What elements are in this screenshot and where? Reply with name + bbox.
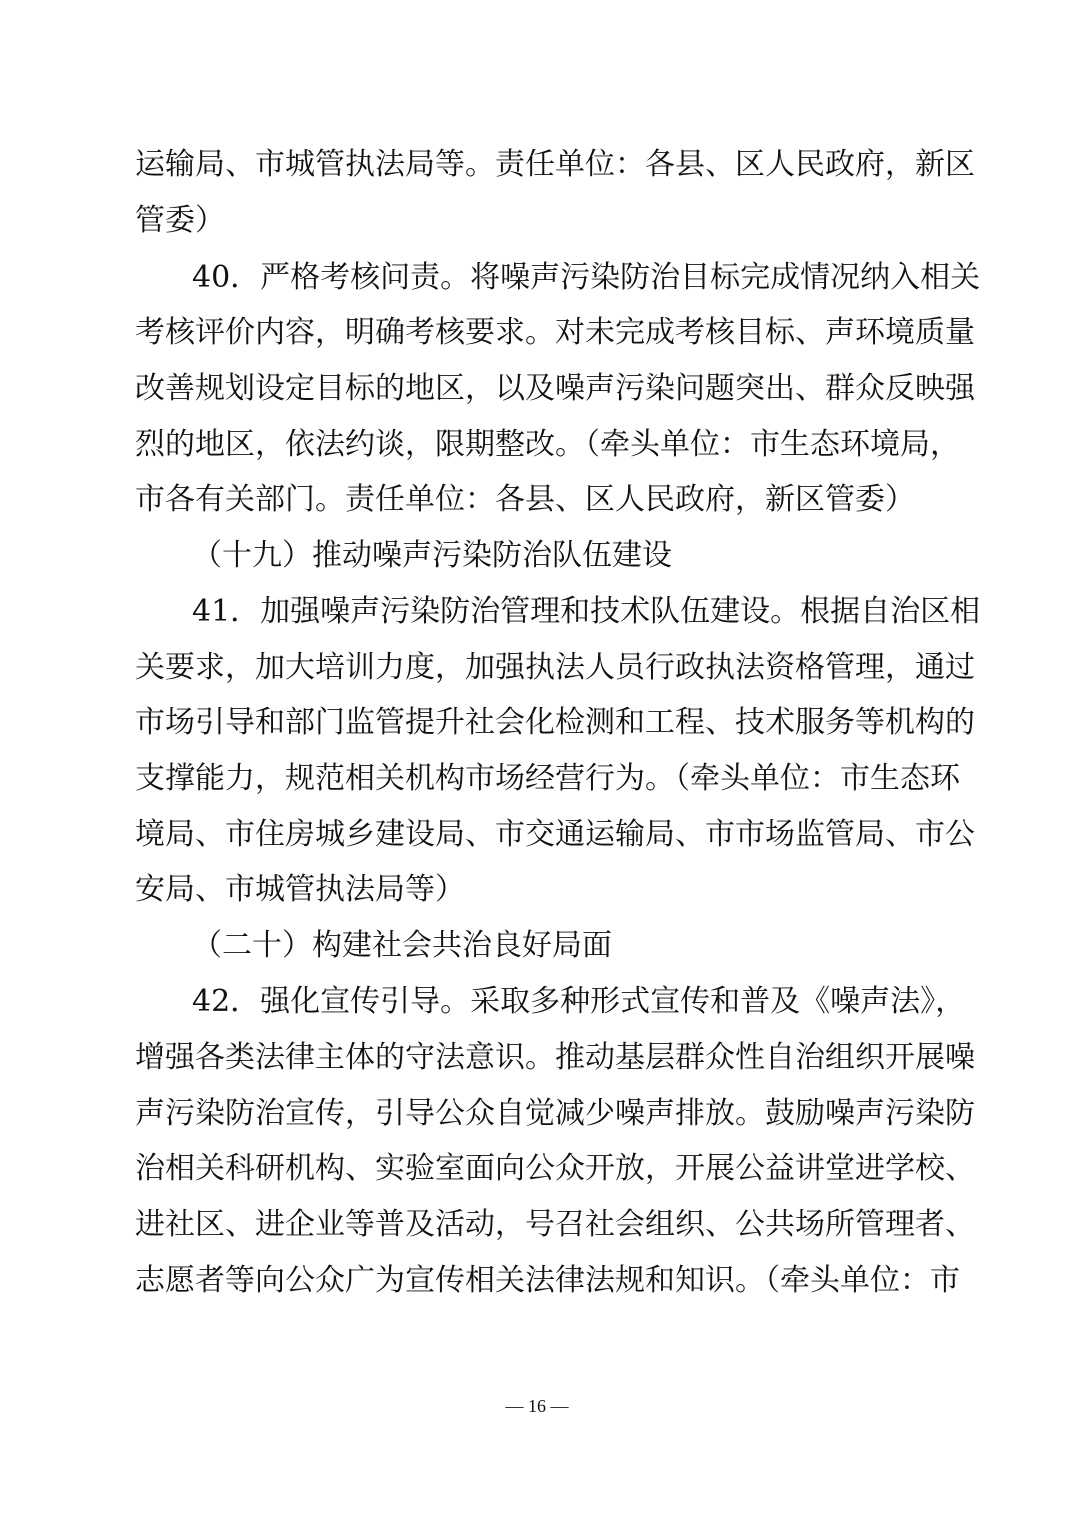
- text-line: 运输局、市城管执法局等。责任单位：各县、区人民政府，新区: [135, 147, 975, 182]
- section-heading-19: （十九）推动噪声污染防治队伍建设: [192, 538, 672, 573]
- page-number: — 16 —: [505, 1396, 569, 1416]
- section-heading-20: （二十）构建社会共治良好局面: [192, 928, 612, 963]
- text-line: 烈的地区，依法约谈，限期整改。（牵头单位：市生态环境局，: [135, 427, 960, 462]
- text-line: 关要求，加大培训力度，加强执法人员行政执法资格管理，通过: [135, 650, 975, 685]
- text-line: 治相关科研机构、实验室面向公众开放，开展公益讲堂进学校、: [135, 1151, 975, 1186]
- paragraph-item-41-start: 41．加强噪声污染防治管理和技术队伍建设。根据自治区相: [192, 594, 981, 629]
- paragraph-item-42-start: 42．强化宣传引导。采取多种形式宣传和普及《噪声法》，: [192, 984, 966, 1019]
- text-line: 声污染防治宣传，引导公众自觉减少噪声排放。鼓励噪声污染防: [135, 1096, 975, 1131]
- text-line: 增强各类法律主体的守法意识。推动基层群众性自治组织开展噪: [135, 1040, 975, 1075]
- text-line: 考核评价内容，明确考核要求。对未完成考核目标、声环境质量: [135, 315, 975, 350]
- text-line: 安局、市城管执法局等）: [135, 872, 465, 907]
- text-line: 志愿者等向公众广为宣传相关法律法规和知识。（牵头单位：市: [135, 1263, 960, 1298]
- text-line: 市各有关部门。责任单位：各县、区人民政府，新区管委）: [135, 482, 915, 517]
- text-line: 支撑能力，规范相关机构市场经营行为。（牵头单位：市生态环: [135, 761, 960, 796]
- text-line: 改善规划设定目标的地区，以及噪声污染问题突出、群众反映强: [135, 371, 975, 406]
- text-line: 市场引导和部门监管提升社会化检测和工程、技术服务等机构的: [135, 705, 975, 740]
- text-line: 境局、市住房城乡建设局、市交通运输局、市市场监管局、市公: [135, 817, 975, 852]
- text-line: 进社区、进企业等普及活动，号召社会组织、公共场所管理者、: [135, 1207, 975, 1242]
- text-line: 管委）: [135, 203, 225, 238]
- paragraph-item-40-start: 40．严格考核问责。将噪声污染防治目标完成情况纳入相关: [192, 260, 981, 295]
